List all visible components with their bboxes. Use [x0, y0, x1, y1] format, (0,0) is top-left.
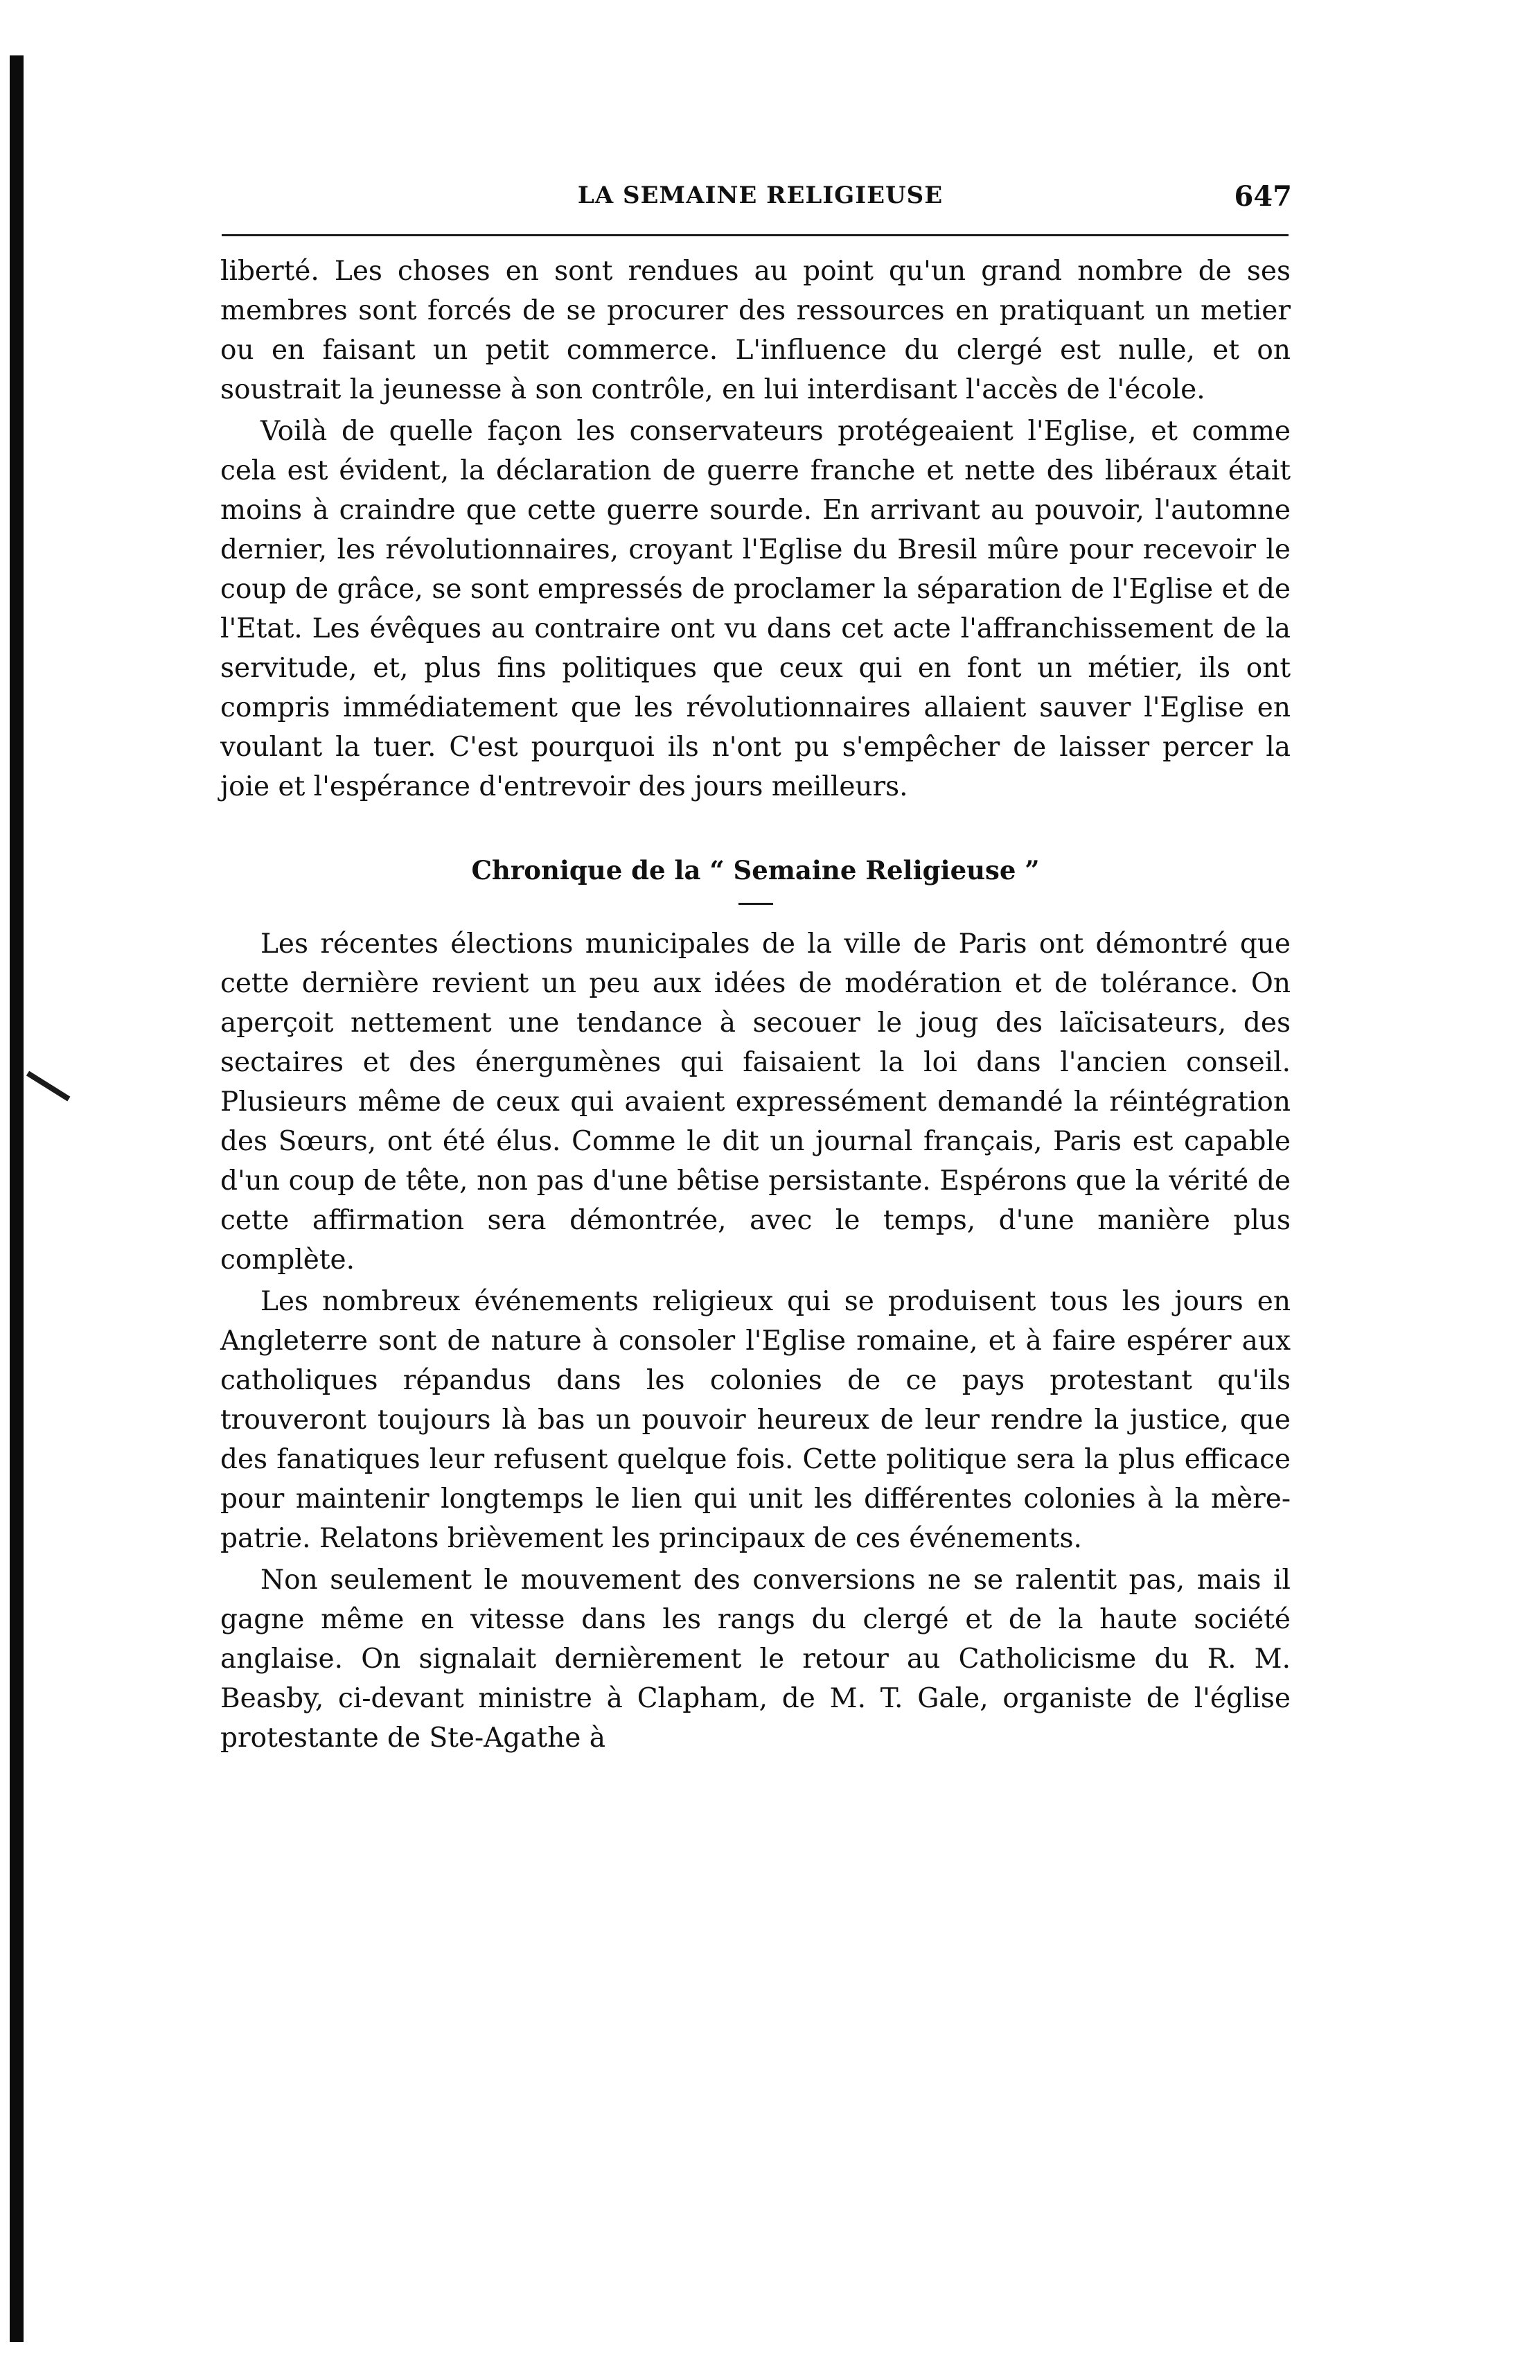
paragraph: liberté. Les choses en sont rendues au point qu'un grand nombre de ses membres sont forcés de se procurer des ressources en pratiquant un metier ou en faisant un petit commerce. L'influence du clergé est nulle, et on soustrait la jeunesse à son contrôle, en lui interdisant l'accès de l'école.: [220, 256, 1291, 405]
paragraph: Les récentes élections municipales de la ville de Paris ont démontré que cette dernière revient un peu aux idées de modération et de tolérance. On aperçoit nettement une tendance à secouer le joug des laïcisateurs, des sectaires et des énergumènes qui faisaient la loi dans l'ancien conseil. Plusieurs même de ceux qui avaient expressément demandé la réintégration des Sœurs, ont été élus. Comme le dit un journal français, Paris est capable d'un coup de tête, non pas d'une bêtise persistante. Espérons que la vérité de cette affirmation sera démontrée, avec le temps, d'une manière plus complète.: [220, 928, 1291, 1276]
paragraph: Les nombreux événements religieux qui se produisent tous les jours en Angleterre sont de nature à consoler l'Eglise romaine, et à faire espérer aux catholiques répandus dans les colonies de ce pays protestant qu'ils trouveront toujours là bas un pouvoir heureux de leur rendre la justice, que des fanatiques leur refusent quelque fois. Cette politique sera la plus efficace pour maintenir longtemps le lien qui unit les différentes colonies à la mère-patrie. Relatons brièvement les principaux de ces événements.: [220, 1286, 1291, 1554]
running-title: LA SEMAINE RELIGIEUSE: [577, 182, 944, 209]
section-divider: [738, 903, 773, 905]
section-heading: Chronique de la “ Semaine Religieuse ”: [471, 855, 1040, 885]
header-rule: [222, 234, 1289, 236]
paragraph: Voilà de quelle façon les conservateurs protégeaient l'Eglise, et comme cela est évident, la déclaration de guerre franche et nette des libéraux était moins à craindre que cette guerre sourde. En arrivant au pouvoir, l'automne dernier, les révolutionnaires, croyant l'Eglise du Bresil mûre pour recevoir le coup de grâce, se sont empressés de proclamer la séparation de l'Eglise et de l'Etat. Les évêques au contraire ont vu dans cet acte l'affranchissement de la servitude, et, plus fins politiques que ceux qui en font un métier, ils ont compris immédiatement que les révolutionnaires allaient sauver l'Eglise en voulant la tuer. C'est pourquoi ils n'ont pu s'empêcher de laisser percer la joie et l'espérance d'entrevoir des jours meilleurs.: [220, 416, 1291, 802]
scan-edge-shadow: [10, 55, 24, 2342]
scan-edge-mark: [26, 1071, 71, 1102]
page-body: [220, 252, 1291, 1758]
paragraph: Non seulement le mouvement des conversions ne se ralentit pas, mais il gagne même en vitesse dans les rangs du clergé et de la haute société anglaise. On signalait dernièrement le retour au Catholicisme du R. M. Beasby, ci-devant ministre à Clapham, de M. T. Gale, organiste de l'église protestante de Ste-Agathe à: [220, 1564, 1291, 1754]
page-header: [222, 182, 1299, 223]
page-number: 647: [1234, 180, 1292, 213]
